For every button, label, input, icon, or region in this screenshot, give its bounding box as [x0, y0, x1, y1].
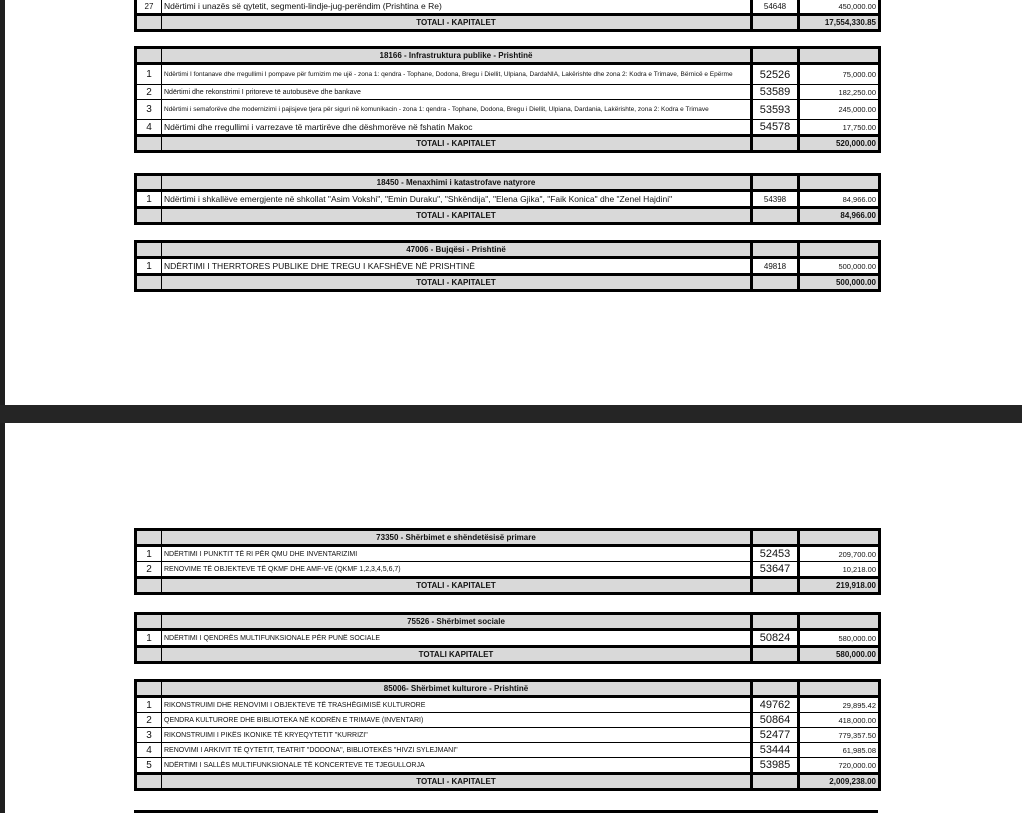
table-row [136, 728, 880, 743]
page-separator [0, 405, 1022, 423]
table-row [136, 697, 880, 713]
row-amount: 779,357.50 [799, 728, 880, 743]
row-amount: 580,000.00 [799, 630, 880, 647]
row-amount: 84,966.00 [799, 191, 880, 208]
row-code: 53593 [752, 100, 799, 120]
table-row [136, 758, 880, 774]
row-number: 2 [136, 85, 162, 100]
total-row [136, 136, 880, 152]
table-row [136, 0, 880, 15]
section-title: 18166 - Infrastruktura publike - Prishtinë [162, 48, 752, 64]
row-number: 2 [136, 713, 162, 728]
total-amount: 219,918.00 [799, 578, 880, 594]
row-code: 53444 [752, 743, 799, 758]
row-amount: 418,000.00 [799, 713, 880, 728]
row-amount: 29,895.42 [799, 697, 880, 713]
total-amount: 2,009,238.00 [799, 774, 880, 790]
section-title: 18450 - Menaxhimi i katastrofave natyrore [162, 175, 752, 191]
row-code: 53589 [752, 85, 799, 100]
table-row [136, 191, 880, 208]
row-number: 1 [136, 64, 162, 85]
row-code: 54648 [752, 0, 799, 15]
row-number: 4 [136, 743, 162, 758]
total-label: TOTALI - KAPITALET [162, 774, 752, 790]
total-amount: 17,554,330.85 [799, 15, 880, 31]
table-75526 [134, 612, 881, 664]
row-description: QENDRA KULTURORE DHE BIBLIOTEKA NË KODRËN E TRIMAVE (INVENTARI) [162, 713, 752, 728]
row-number: 1 [136, 546, 162, 562]
row-number: 4 [136, 120, 162, 136]
table-row [136, 85, 880, 100]
row-description: Ndërtimi dhe rregullimi i varrezave të martirëve dhe dëshmorëve në fshatin Makoc [162, 120, 752, 136]
table-prev-section [134, 0, 881, 32]
total-row [136, 774, 880, 790]
row-description: NDËRTIMI I THERRTORES PUBLIKE DHE TREGU I KAFSHËVE NË PRISHTINË [162, 258, 752, 275]
pdf-page-1 [0, 0, 1022, 405]
row-description: RENOVIMI I ARKIVIT TË QYTETIT, TEATRIT "DODONA", BIBLIOTEKËS "HIVZI SYLEJMANI" [162, 743, 752, 758]
section-title: 85006- Shërbimet kulturore - Prishtinë [162, 681, 752, 697]
row-description: Ndërtimi i unazës së qytetit, segmenti-lindje-jug-perëndim (Prishtina e Re) [162, 0, 752, 15]
section-header [136, 614, 880, 630]
total-amount: 84,966.00 [799, 208, 880, 224]
row-code: 50824 [752, 630, 799, 647]
total-row [136, 275, 880, 291]
row-code: 52477 [752, 728, 799, 743]
row-description: Ndërtimi dhe rekonstrimi I pritoreve të autobusëve dhe bankave [162, 85, 752, 100]
row-amount: 182,250.00 [799, 85, 880, 100]
row-number: 27 [136, 0, 162, 15]
row-amount: 245,000.00 [799, 100, 880, 120]
section-title: 75526 - Shërbimet sociale [162, 614, 752, 630]
row-description: NDËRTIMI I QENDRËS MULTIFUNKSIONALE PËR PUNË SOCIALE [162, 630, 752, 647]
row-number: 3 [136, 100, 162, 120]
row-number: 2 [136, 562, 162, 578]
table-row [136, 546, 880, 562]
row-description: RENOVIME TË OBJEKTEVE TË QKMF DHE AMF-VE (QKMF 1,2,3,4,5,6,7) [162, 562, 752, 578]
row-description: Ndërtimi I fontanave dhe rregullimi I pompave për furnizim me ujë - zona 1: qendra - Tophane, Dodona, Bregu i Diellit, Ulpiana, DardaNIA, Lakërishte dhe zona 2: Kodra e Trimave, Bërnicë e Epërme [162, 64, 752, 85]
row-amount: 17,750.00 [799, 120, 880, 136]
row-code: 54578 [752, 120, 799, 136]
row-code: 54398 [752, 191, 799, 208]
total-label: TOTALI - KAPITALET [162, 136, 752, 152]
row-number: 1 [136, 191, 162, 208]
table-18166 [134, 46, 881, 153]
total-amount: 500,000.00 [799, 275, 880, 291]
table-row [136, 713, 880, 728]
row-code: 52526 [752, 64, 799, 85]
viewer-left-edge [0, 423, 5, 813]
row-number: 5 [136, 758, 162, 774]
row-code: 53985 [752, 758, 799, 774]
row-number: 1 [136, 258, 162, 275]
row-description: NDËRTIMI I SALLËS MULTIFUNKSIONALE TË KONCERTEVE TE TJEGULLORJA [162, 758, 752, 774]
row-amount: 209,700.00 [799, 546, 880, 562]
row-description: Ndërtimi i shkallëve emergjente në shkollat "Asim Vokshi", "Emin Duraku", "Shkëndija", "Elena Gjika", "Faik Konica" dhe "Zenel Hajdini" [162, 191, 752, 208]
row-description: RIKONSTRUIMI I PIKËS IKONIKE TË KRYEQYTETIT "KURRIZI" [162, 728, 752, 743]
total-row [136, 208, 880, 224]
row-code: 49762 [752, 697, 799, 713]
table-18450 [134, 173, 881, 225]
row-amount: 720,000.00 [799, 758, 880, 774]
total-amount: 580,000.00 [799, 647, 880, 663]
row-code: 52453 [752, 546, 799, 562]
total-label: TOTALI - KAPITALET [162, 578, 752, 594]
table-row [136, 630, 880, 647]
section-title: 73350 - Shërbimet e shëndetësisë primare [162, 530, 752, 546]
section-header [136, 681, 880, 697]
total-row [136, 15, 880, 31]
table-row [136, 562, 880, 578]
row-amount: 75,000.00 [799, 64, 880, 85]
section-header [136, 48, 880, 64]
total-label: TOTALI KAPITALET [162, 647, 752, 663]
table-85006 [134, 679, 881, 791]
table-row [136, 100, 880, 120]
row-code: 49818 [752, 258, 799, 275]
row-code: 53647 [752, 562, 799, 578]
section-header [136, 175, 880, 191]
total-label: TOTALI - KAPITALET [162, 208, 752, 224]
pdf-page-2 [0, 423, 1022, 813]
row-code: 50864 [752, 713, 799, 728]
row-amount: 61,985.08 [799, 743, 880, 758]
table-73350 [134, 528, 881, 595]
section-title: 47006 - Bujqësi - Prishtinë [162, 242, 752, 258]
row-amount: 500,000.00 [799, 258, 880, 275]
row-amount: 450,000.00 [799, 0, 880, 15]
section-header [136, 242, 880, 258]
row-description: RIKONSTRUIMI DHE RENOVIMI I OBJEKTEVE TË TRASHËGIMISË KULTURORE [162, 697, 752, 713]
table-row [136, 258, 880, 275]
viewer-left-edge [0, 0, 5, 405]
row-description: NDËRTIMI I PUNKTIT TË RI PËR QMU DHE INVENTARIZIMI [162, 546, 752, 562]
table-47006 [134, 240, 881, 292]
total-row [136, 578, 880, 594]
total-label: TOTALI - KAPITALET [162, 15, 752, 31]
row-number: 1 [136, 630, 162, 647]
table-row [136, 64, 880, 85]
row-description: Ndërtimi i semaforëve dhe modernizimi i pajisjeve tjera për siguri në komunikacin - zona 1: qendra - Tophane, Dodona, Bregu i Diellit, Ulpiana, Dardania, Lakërishte, zona 2: Kodra e Trimave [162, 100, 752, 120]
section-header [136, 530, 880, 546]
total-label: TOTALI - KAPITALET [162, 275, 752, 291]
row-amount: 10,218.00 [799, 562, 880, 578]
row-number: 3 [136, 728, 162, 743]
total-amount: 520,000.00 [799, 136, 880, 152]
row-number: 1 [136, 697, 162, 713]
table-row [136, 743, 880, 758]
table-row [136, 120, 880, 136]
total-row [136, 647, 880, 663]
